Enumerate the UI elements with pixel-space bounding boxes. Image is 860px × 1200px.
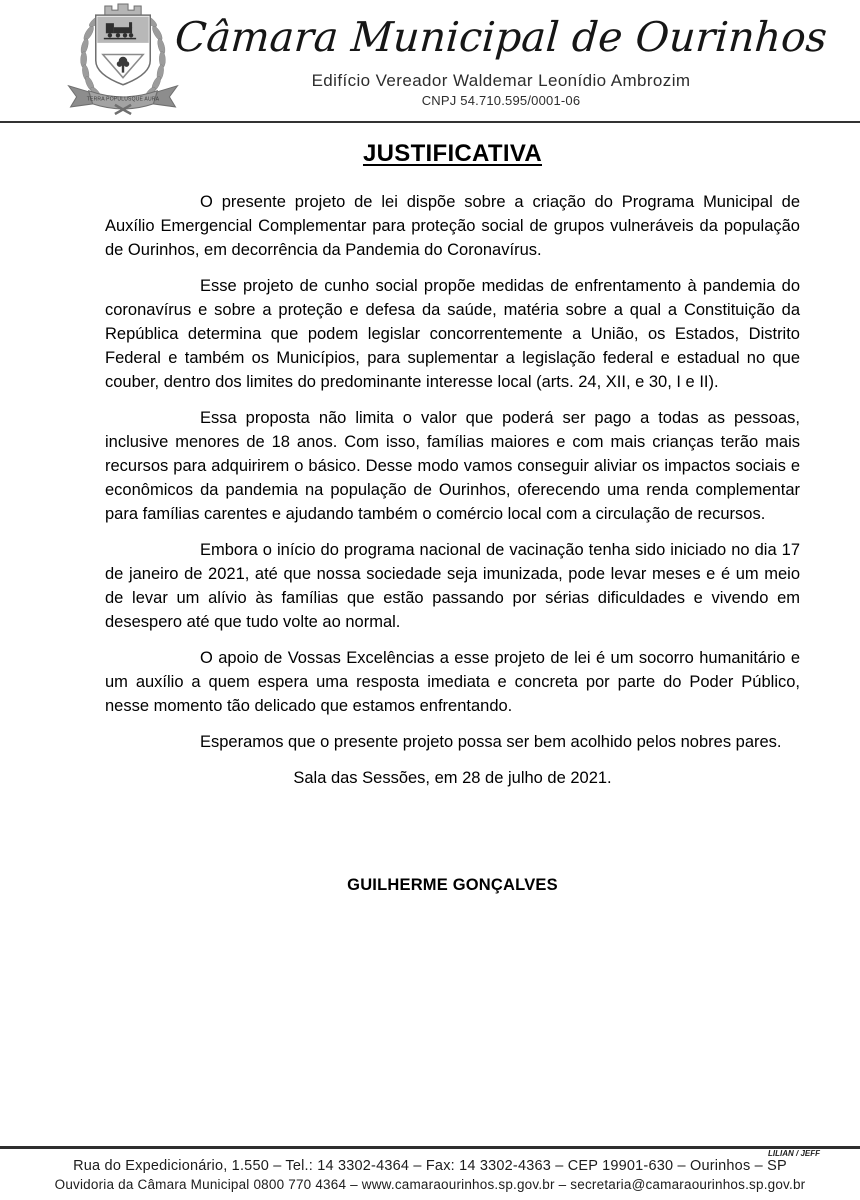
- footer-initials: LILIAN / JEFF: [768, 1149, 820, 1158]
- paragraph-2: Esse projeto de cunho social propõe medidas de enfrentamento à pandemia do coronavírus e sobre a proteção e defesa da saúde, matéria sobre a qual a Constituição da República determina que podem legislar concorrentemente a União, os Estados, Distrito Federal e também os Municípios, para suplementar a legislação federal e estadual no que couber, dentro dos limites do predominante interesse local (arts. 24, XII, e 30, I e II).: [105, 277, 800, 391]
- org-name: Câmara Municipal de Ourinhos: [173, 13, 829, 61]
- document-body: [105, 140, 800, 897]
- signature-name: GUILHERME GONÇALVES: [347, 876, 558, 894]
- letterhead-text: [150, 4, 852, 109]
- document-title: JUSTIFICATIVA: [362, 140, 542, 167]
- paragraph-4: Embora o início do programa nacional de vacinação tenha sido iniciado no dia 17 de janeiro de 2021, até que nossa sociedade seja imunizada, pode levar meses e é um meio de levar um alívio às famílias que estão passando por sérias dificuldades e vivendo em desespero até que tudo volte ao normal.: [105, 541, 800, 631]
- header-divider: [0, 121, 860, 123]
- footer-address: [0, 1157, 860, 1194]
- footer-address-line-1: Rua do Expedicionário, 1.550 – Tel.: 14 3302-4364 – Fax: 14 3302-4363 – CEP 19901-630 – Ourinhos – SP: [73, 1158, 787, 1174]
- motto-text: TERRA POPULUSQUE AURA: [86, 96, 160, 103]
- cnpj: CNPJ 54.710.595/0001-06: [421, 93, 581, 108]
- building-name: Edifício Vereador Waldemar Leonídio Ambrozim: [311, 71, 691, 90]
- place-date-line: Sala das Sessões, em 28 de julho de 2021.: [293, 769, 612, 787]
- paragraph-1: O presente projeto de lei dispõe sobre a criação do Programa Municipal de Auxílio Emergencial Complementar para proteção social de grupos vulneráveis da população de Ourinhos, em decorrência da Pandemia do Coronavírus.: [105, 193, 800, 259]
- footer-divider: [0, 1146, 860, 1149]
- paragraph-6: Esperamos que o presente projeto possa ser bem acolhido pelos nobres pares.: [200, 733, 782, 751]
- paragraph-5: O apoio de Vossas Excelências a esse projeto de lei é um socorro humanitário e um auxílio a quem espera uma resposta imediata e concreta por parte do Poder Público, nesse momento tão delicado que estamos enfrentando.: [105, 649, 800, 715]
- paragraph-3: Essa proposta não limita o valor que poderá ser pago a todas as pessoas, inclusive menores de 18 anos. Com isso, famílias maiores e com mais crianças terão mais recursos para adquirirem o básico. Desse modo vamos conseguir aliviar os impactos sociais e econômicos da pandemia na população de Ourinhos, oferecendo uma renda complementar para famílias carentes e ajudando também o comércio local com a circulação de recursos.: [105, 409, 800, 523]
- footer-address-line-2: Ouvidoria da Câmara Municipal 0800 770 4364 – www.camaraourinhos.sp.gov.br – secretaria@camaraourinhos.sp.gov.br: [54, 1177, 806, 1192]
